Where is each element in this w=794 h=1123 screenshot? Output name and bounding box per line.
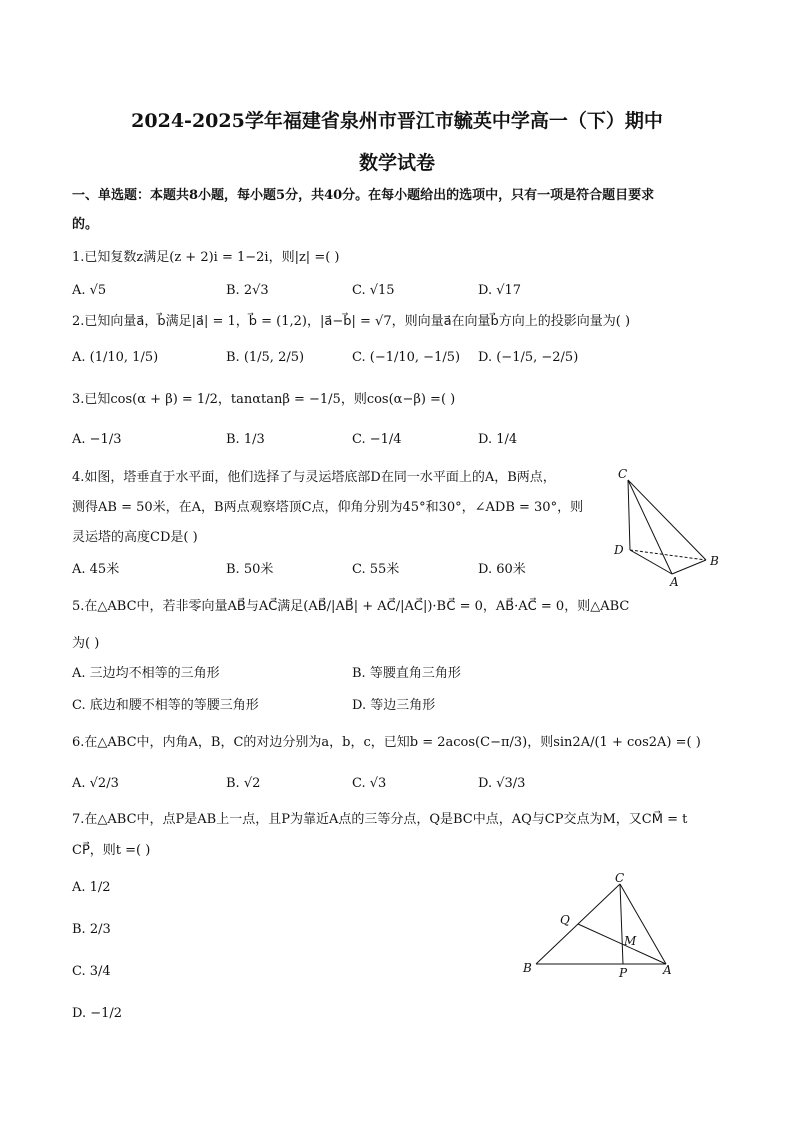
q3-option-d: D. 1/4 — [478, 432, 518, 447]
q2-option-c: C. (−1/10, −1/5) — [352, 350, 461, 365]
triangle-label-b: B — [523, 961, 532, 975]
question-4-line-3: 灵运塔的高度CD是( ) — [72, 530, 198, 545]
question-4-line-2: 测得AB = 50米，在A，B两点观察塔顶C点，仰角分别为45°和30°，∠ADB = 30°，则 — [72, 500, 584, 515]
triangle-label-c: C — [615, 871, 625, 885]
q5-option-a: A. 三边均不相等的三角形 — [72, 666, 220, 681]
tower-label-d: D — [614, 543, 624, 557]
q1-option-d: D. √17 — [478, 283, 522, 298]
question-7-line-1: 7.在△ABC中，点P是AB上一点，且P为靠近A点的三等分点，Q是BC中点，AQ与CP交点为M，又CM⃗ = t — [72, 812, 688, 827]
q4-option-a: A. 45米 — [72, 562, 120, 577]
q6-option-c: C. √3 — [352, 776, 387, 791]
q5-option-d: D. 等边三角形 — [352, 698, 436, 713]
tower-label-c: C — [618, 467, 628, 481]
question-4-line-1: 4.如图，塔垂直于水平面，他们选择了与灵运塔底部D在同一水平面上的A，B两点， — [72, 470, 556, 485]
q3-option-c: C. −1/4 — [352, 432, 402, 447]
q7-option-c: C. 3/4 — [72, 964, 111, 979]
question-7-line-2: CP⃗，则t =( ) — [72, 843, 151, 858]
q2-option-b: B. (1/5, 2/5) — [226, 350, 305, 365]
q6-option-b: B. √2 — [226, 776, 261, 791]
q6-option-d: D. √3/3 — [478, 776, 526, 791]
q7-option-d: D. −1/2 — [72, 1006, 123, 1021]
section-header: 一、单选题：本题共8小题，每小题5分，共40分。在每小题给出的选项中，只有一项是符合题目要求 — [72, 188, 655, 203]
q2-option-a: A. (1/10, 1/5) — [72, 350, 159, 365]
q2-option-d: D. (−1/5, −2/5) — [478, 350, 579, 365]
triangle-label-q: Q — [560, 913, 570, 927]
q1-option-b: B. 2√3 — [226, 283, 269, 298]
q7-option-b: B. 2/3 — [72, 922, 111, 937]
page-subtitle: 数学试卷 — [358, 152, 435, 174]
triangle-label-p: P — [619, 966, 628, 980]
tower-label-b: B — [710, 554, 719, 568]
page-title: 2024-2025学年福建省泉州市晋江市毓英中学高一（下）期中 — [131, 110, 663, 132]
question-1-stem: 1.已知复数z满足(z + 2)i = 1−2i，则|z| =( ) — [72, 250, 340, 265]
q3-option-a: A. −1/3 — [72, 432, 122, 447]
q4-option-d: D. 60米 — [478, 562, 526, 577]
q4-option-b: B. 50米 — [226, 562, 274, 577]
question-3-stem: 3.已知cos(α + β) = 1/2，tanαtanβ = −1/5，则cos(α−β) =( ) — [72, 392, 456, 407]
q3-option-b: B. 1/3 — [226, 432, 265, 447]
question-5-line-1: 5.在△ABC中，若非零向量AB⃗与AC⃗满足(AB⃗/|AB⃗| + AC⃗/|AC⃗|)·BC⃗ = 0，AB⃗·AC⃗ = 0，则△ABC — [72, 599, 630, 614]
question-2-stem: 2.已知向量a⃗，b⃗满足|a⃗| = 1，b⃗ = (1,2)，|a⃗−b⃗| = √7，则向量a⃗在向量b⃗方向上的投影向量为( ) — [72, 314, 631, 329]
q4-option-c: C. 55米 — [352, 562, 400, 577]
q5-option-b: B. 等腰直角三角形 — [352, 666, 461, 681]
q1-option-a: A. √5 — [72, 283, 107, 298]
triangle-label-m: M — [624, 934, 637, 948]
q1-option-c: C. √15 — [352, 283, 395, 298]
triangle-label-a: A — [663, 963, 672, 977]
tower-figure — [606, 466, 726, 591]
question-6-stem: 6.在△ABC中，内角A，B，C的对边分别为a，b，c，已知b = 2acos(C−π/3)，则sin2A/(1 + cos2A) =( ) — [72, 735, 701, 750]
q6-option-a: A. √2/3 — [72, 776, 119, 791]
triangle-figure — [516, 866, 686, 982]
question-5-line-2: 为( ) — [72, 636, 100, 651]
q7-option-a: A. 1/2 — [72, 880, 111, 895]
tower-label-a: A — [670, 575, 679, 589]
q5-option-c: C. 底边和腰不相等的等腰三角形 — [72, 698, 259, 713]
section-header-cont: 的。 — [72, 217, 99, 232]
